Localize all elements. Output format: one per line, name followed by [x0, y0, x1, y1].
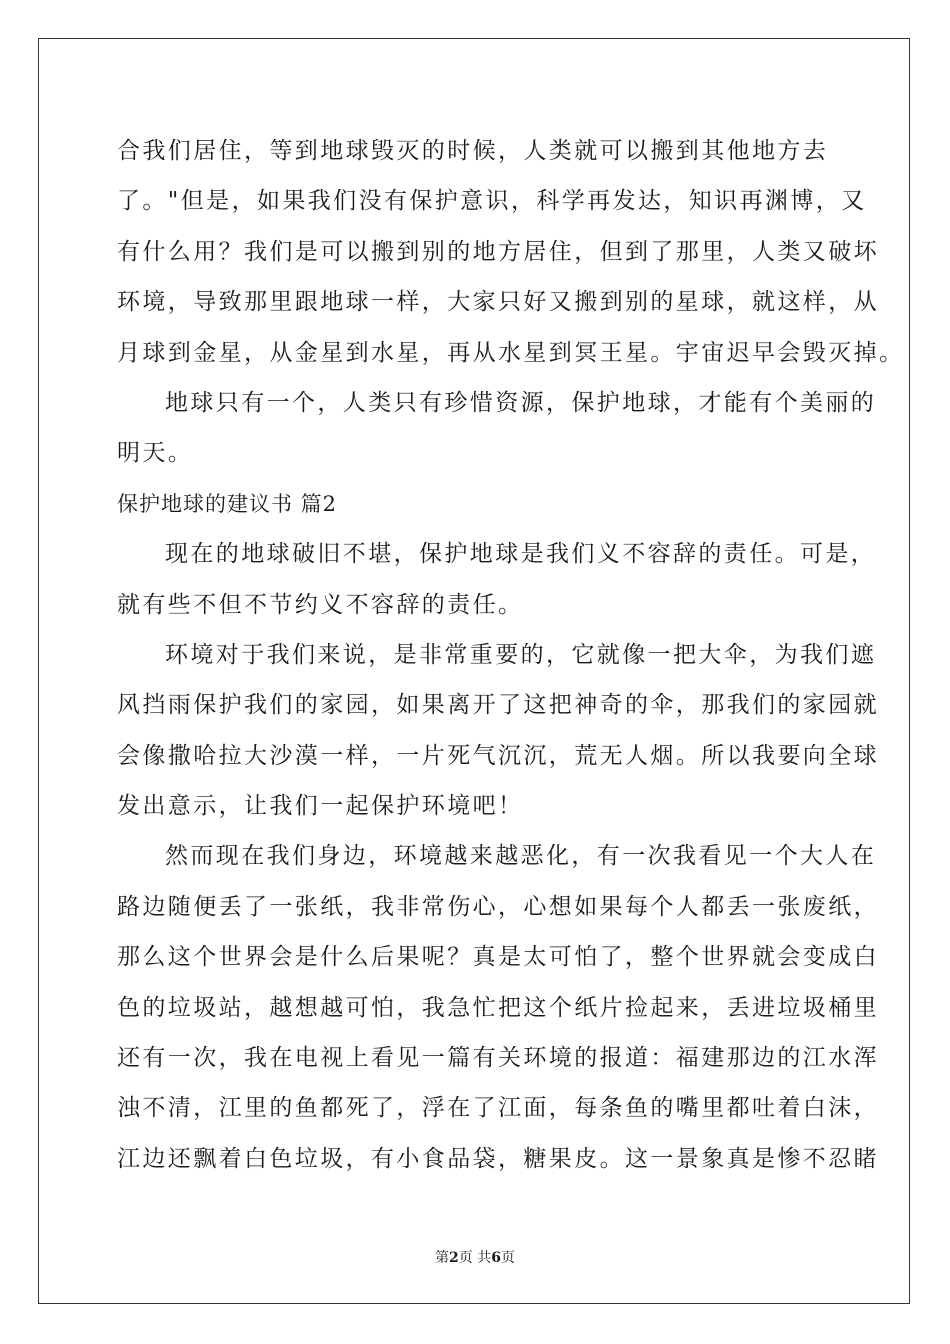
text-line: 还有一次，我在电视上看见一篇有关环境的报道：福建那边的江水浑 [117, 1045, 879, 1072]
footer-suffix: 页 [500, 1250, 515, 1266]
text-line: 发出意示，让我们一起保护环境吧！ [117, 793, 524, 820]
text-line: 有什么用？我们是可以搬到别的地方居住，但到了那里，人类又破坏 [117, 238, 879, 265]
total-page-number: 6 [491, 1250, 501, 1266]
text-line: 就有些不但不节约义不容辞的责任。 [117, 591, 524, 618]
section-heading: 保护地球的建议书 篇2 [117, 491, 338, 516]
text-line: 色的垃圾站，越想越可怕，我急忙把这个纸片捡起来，丢进垃圾桶里 [117, 994, 879, 1021]
text-line: 然而现在我们身边，环境越来越恶化，有一次我看见一个大人在 [165, 843, 877, 870]
text-line: 风挡雨保护我们的家园，如果离开了这把神奇的伞，那我们的家园就 [117, 692, 879, 719]
text-line: 明天。 [117, 440, 194, 467]
text-line: 浊不清，江里的鱼都死了，浮在了江面，每条鱼的嘴里都吐着白沫， [117, 1095, 879, 1122]
text-line: 月球到金星，从金星到水星，再从水星到冥王星。宇宙迟早会毁灭掉。 [117, 339, 905, 366]
text-line: 路边随便丢了一张纸，我非常伤心，心想如果每个人都丢一张废纸， [117, 893, 879, 920]
document-body [117, 126, 905, 1184]
footer-mid: 页 共 [458, 1250, 492, 1266]
text-line: 江边还飘着白色垃圾，有小食品袋，糖果皮。这一景象真是惨不忍睹 [117, 1145, 879, 1172]
text-line: 现在的地球破旧不堪，保护地球是我们义不容辞的责任。可是， [165, 541, 877, 568]
text-line: 了。"但是，如果我们没有保护意识，科学再发达，知识再渊博，又 [117, 188, 867, 215]
footer-prefix: 第 [435, 1250, 450, 1266]
page-number-footer [0, 1247, 950, 1267]
text-line: 会像撒哈拉大沙漠一样，一片死气沉沉，荒无人烟。所以我要向全球 [117, 742, 879, 769]
text-line: 地球只有一个，人类只有珍惜资源，保护地球，才能有个美丽的 [165, 389, 877, 416]
text-line: 环境，导致那里跟地球一样，大家只好又搬到别的星球，就这样，从 [117, 289, 879, 316]
text-line: 那么这个世界会是什么后果呢？真是太可怕了，整个世界就会变成白 [117, 944, 879, 971]
current-page-number: 2 [449, 1250, 459, 1266]
text-line: 合我们居住，等到地球毁灭的时候，人类就可以搬到其他地方去 [117, 138, 829, 164]
text-line: 环境对于我们来说，是非常重要的，它就像一把大伞，为我们遮 [165, 641, 877, 668]
